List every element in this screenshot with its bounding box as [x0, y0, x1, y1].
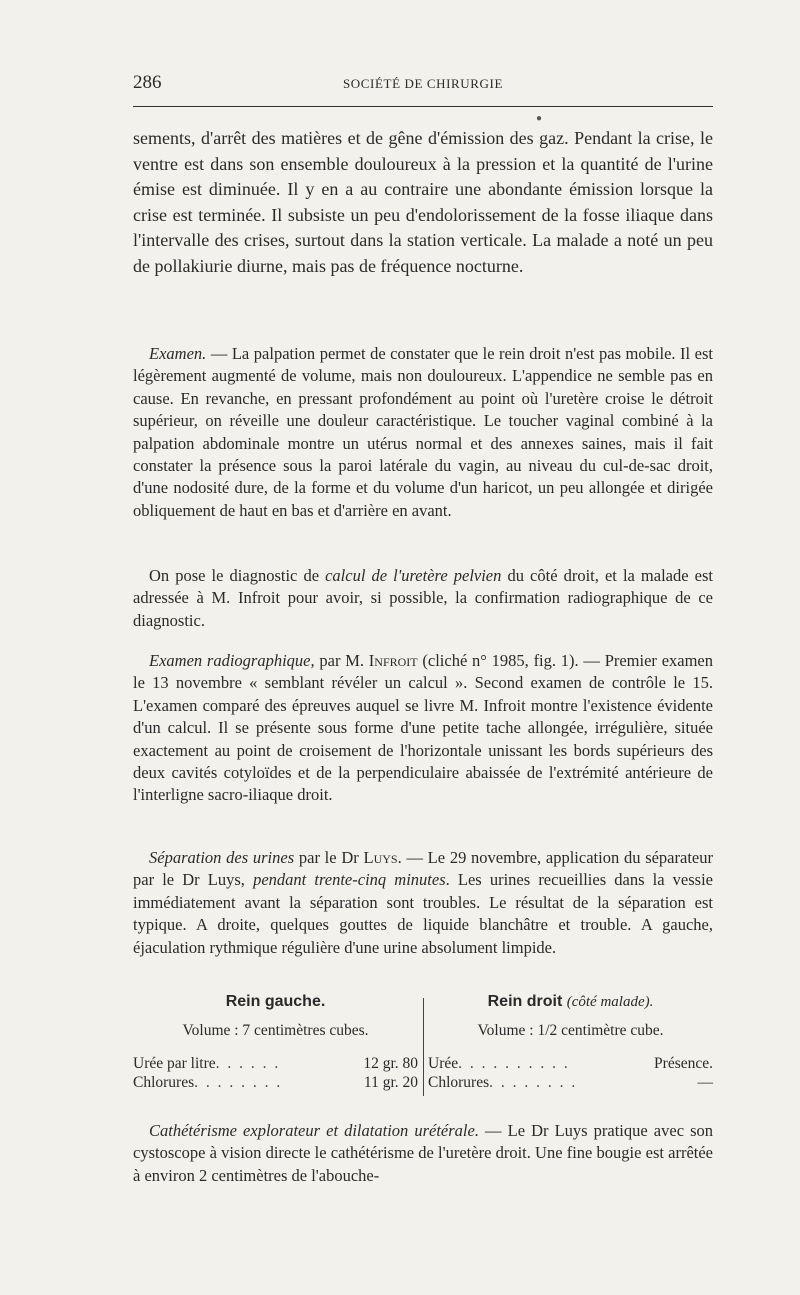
radiographique-pre: par M. [314, 651, 369, 670]
row-label: Chlorures [133, 1074, 195, 1091]
table-row [133, 1054, 418, 1073]
separation-middle: . — Le 29 novembre, application du séparateur par le Dr Luys, [133, 848, 713, 890]
catheterisme-heading: Cathétérisme explorateur et dilatation urétérale. [149, 1121, 479, 1140]
diagnostic-text-before: On pose le diagnostic de [149, 566, 326, 585]
left-kidney-volume: Volume : 7 centimètres cubes. [182, 1022, 369, 1039]
right-kidney-subtitle: (côté malade). [566, 994, 654, 1010]
radiographique-heading: Examen radiographique, [149, 651, 315, 670]
column-divider [423, 998, 424, 1096]
right-kidney-column [428, 990, 713, 1092]
paragraph-radiographique [133, 650, 713, 807]
right-kidney-heading [428, 990, 713, 1014]
running-head: SOCIÉTÉ DE CHIRURGIE [342, 76, 504, 91]
row-label: Urée par litre [133, 1055, 216, 1072]
diagnostic-italic: calcul de l'uretère pelvien [325, 566, 502, 585]
separation-italic: pendant trente-cinq minutes [253, 870, 446, 890]
row-value: — [697, 1074, 713, 1091]
paragraph-diagnostic [133, 565, 713, 632]
row-value: 11 gr. 20 [363, 1074, 418, 1091]
row-dots: . . . . . . [215, 1055, 281, 1072]
urine-results-table [133, 990, 713, 1100]
radiographique-text: (cliché n° 1985, fig. 1). — Premier examen le 13 novembre « semblant révéler un calcul ». Second examen de contrôle le 15. L'examen comparé des épreuves auquel se livre M. Infroit montre l'existence évidente d'un calcul. Il se présente sous forme d'une petite tache allongée, irrégulière, située exactement au point de croisement de l'horizontale unissant les bords supérieurs des deux cavités cotyloïdes et de la perpendiculaire abaissée de l'extrémité antérieure de l'interligne sacro-iliaque droit. [133, 651, 713, 805]
separation-heading: Séparation des urines [149, 848, 295, 867]
catheterisme-text: — Le Dr Luys pratique avec son cystoscope à vision directe le cathétérisme de l'uretère droit. Une fine bougie est arrêtée à environ 2 centimètres de l'abouche- [133, 1121, 714, 1185]
table-row [428, 1054, 713, 1073]
table-row [133, 1073, 418, 1092]
table-row [428, 1073, 713, 1092]
row-value: 12 gr. 80 [363, 1055, 418, 1072]
paragraph-catheterisme [133, 1120, 713, 1187]
right-kidney-volume: Volume : 1/2 centimètre cube. [477, 1022, 664, 1039]
separation-after: . Les urines recueillies dans la vessie immédiatement avant la séparation sont troubles. Le résultat de la séparation est typique. A droite, quelques gouttes de liquide blanchâtre et trouble. A gauche, éjaculation rythmique régulière d'une urine absolument limpide. [133, 870, 714, 957]
row-label: Urée [428, 1055, 459, 1072]
left-kidney-title: Rein gauche. [225, 993, 326, 1010]
row-dots: . . . . . . . . . . [458, 1055, 570, 1072]
decorative-dot: ● [536, 113, 543, 124]
row-label: Chlorures [428, 1074, 490, 1091]
separation-pre: par le Dr [294, 848, 364, 867]
page-header [133, 70, 713, 96]
paragraph-symptoms [133, 126, 713, 280]
left-kidney-column [133, 990, 418, 1092]
header-rule [133, 106, 713, 107]
paragraph-examen [133, 343, 713, 522]
paragraph-separation [133, 847, 713, 959]
diagnostic-text-after: du côté droit, et la malade est adressée à M. Infroit pour avoir, si possible, la confirmation radiographique de ce diagnostic. [133, 566, 713, 630]
page-number: 286 [133, 72, 162, 93]
luys-name: Luys [363, 848, 398, 867]
right-kidney-title: Rein droit [487, 993, 563, 1010]
examen-text: — La palpation permet de constater que le rein droit n'est pas mobile. Il est légèrement augmenté de volume, mais non douloureux. L'appendice ne semble pas en cause. En revanche, en pressant profondément au point où l'uretère croise le détroit supérieur, on réveille une douleur caractéristique. Le toucher vaginal combiné à la palpation abdominale montre un utérus normal et des annexes saines, mais il fait constater la présence sous la paroi latérale du vagin, au niveau du cul-de-sac droit, d'une nodosité dure, de la forme et du volume d'un haricot, un peu allongée et dirigée obliquement de haut en bas et d'arrière en avant. [133, 344, 713, 520]
row-dots: . . . . . . . . [489, 1074, 578, 1091]
row-dots: . . . . . . . . [194, 1074, 283, 1091]
paragraph-symptoms-text: sements, d'arrêt des matières et de gêne d'émission des gaz. Pendant la crise, le ventre est dans son ensemble douloureux à la pression et la quantité de l'urine émise est diminuée. Il y en a au contraire une abondante émission lorsque la crise est terminée. Il subsiste un peu d'endolorissement de la fosse iliaque dans l'intervalle des crises, surtout dans la station verticale. La malade a noté un peu de pollakiurie diurne, mais pas de fréquence nocturne. [133, 128, 713, 276]
row-value: Présence. [654, 1055, 713, 1072]
examen-heading: Examen. [149, 344, 207, 363]
infroit-name: Infroit [368, 651, 418, 670]
